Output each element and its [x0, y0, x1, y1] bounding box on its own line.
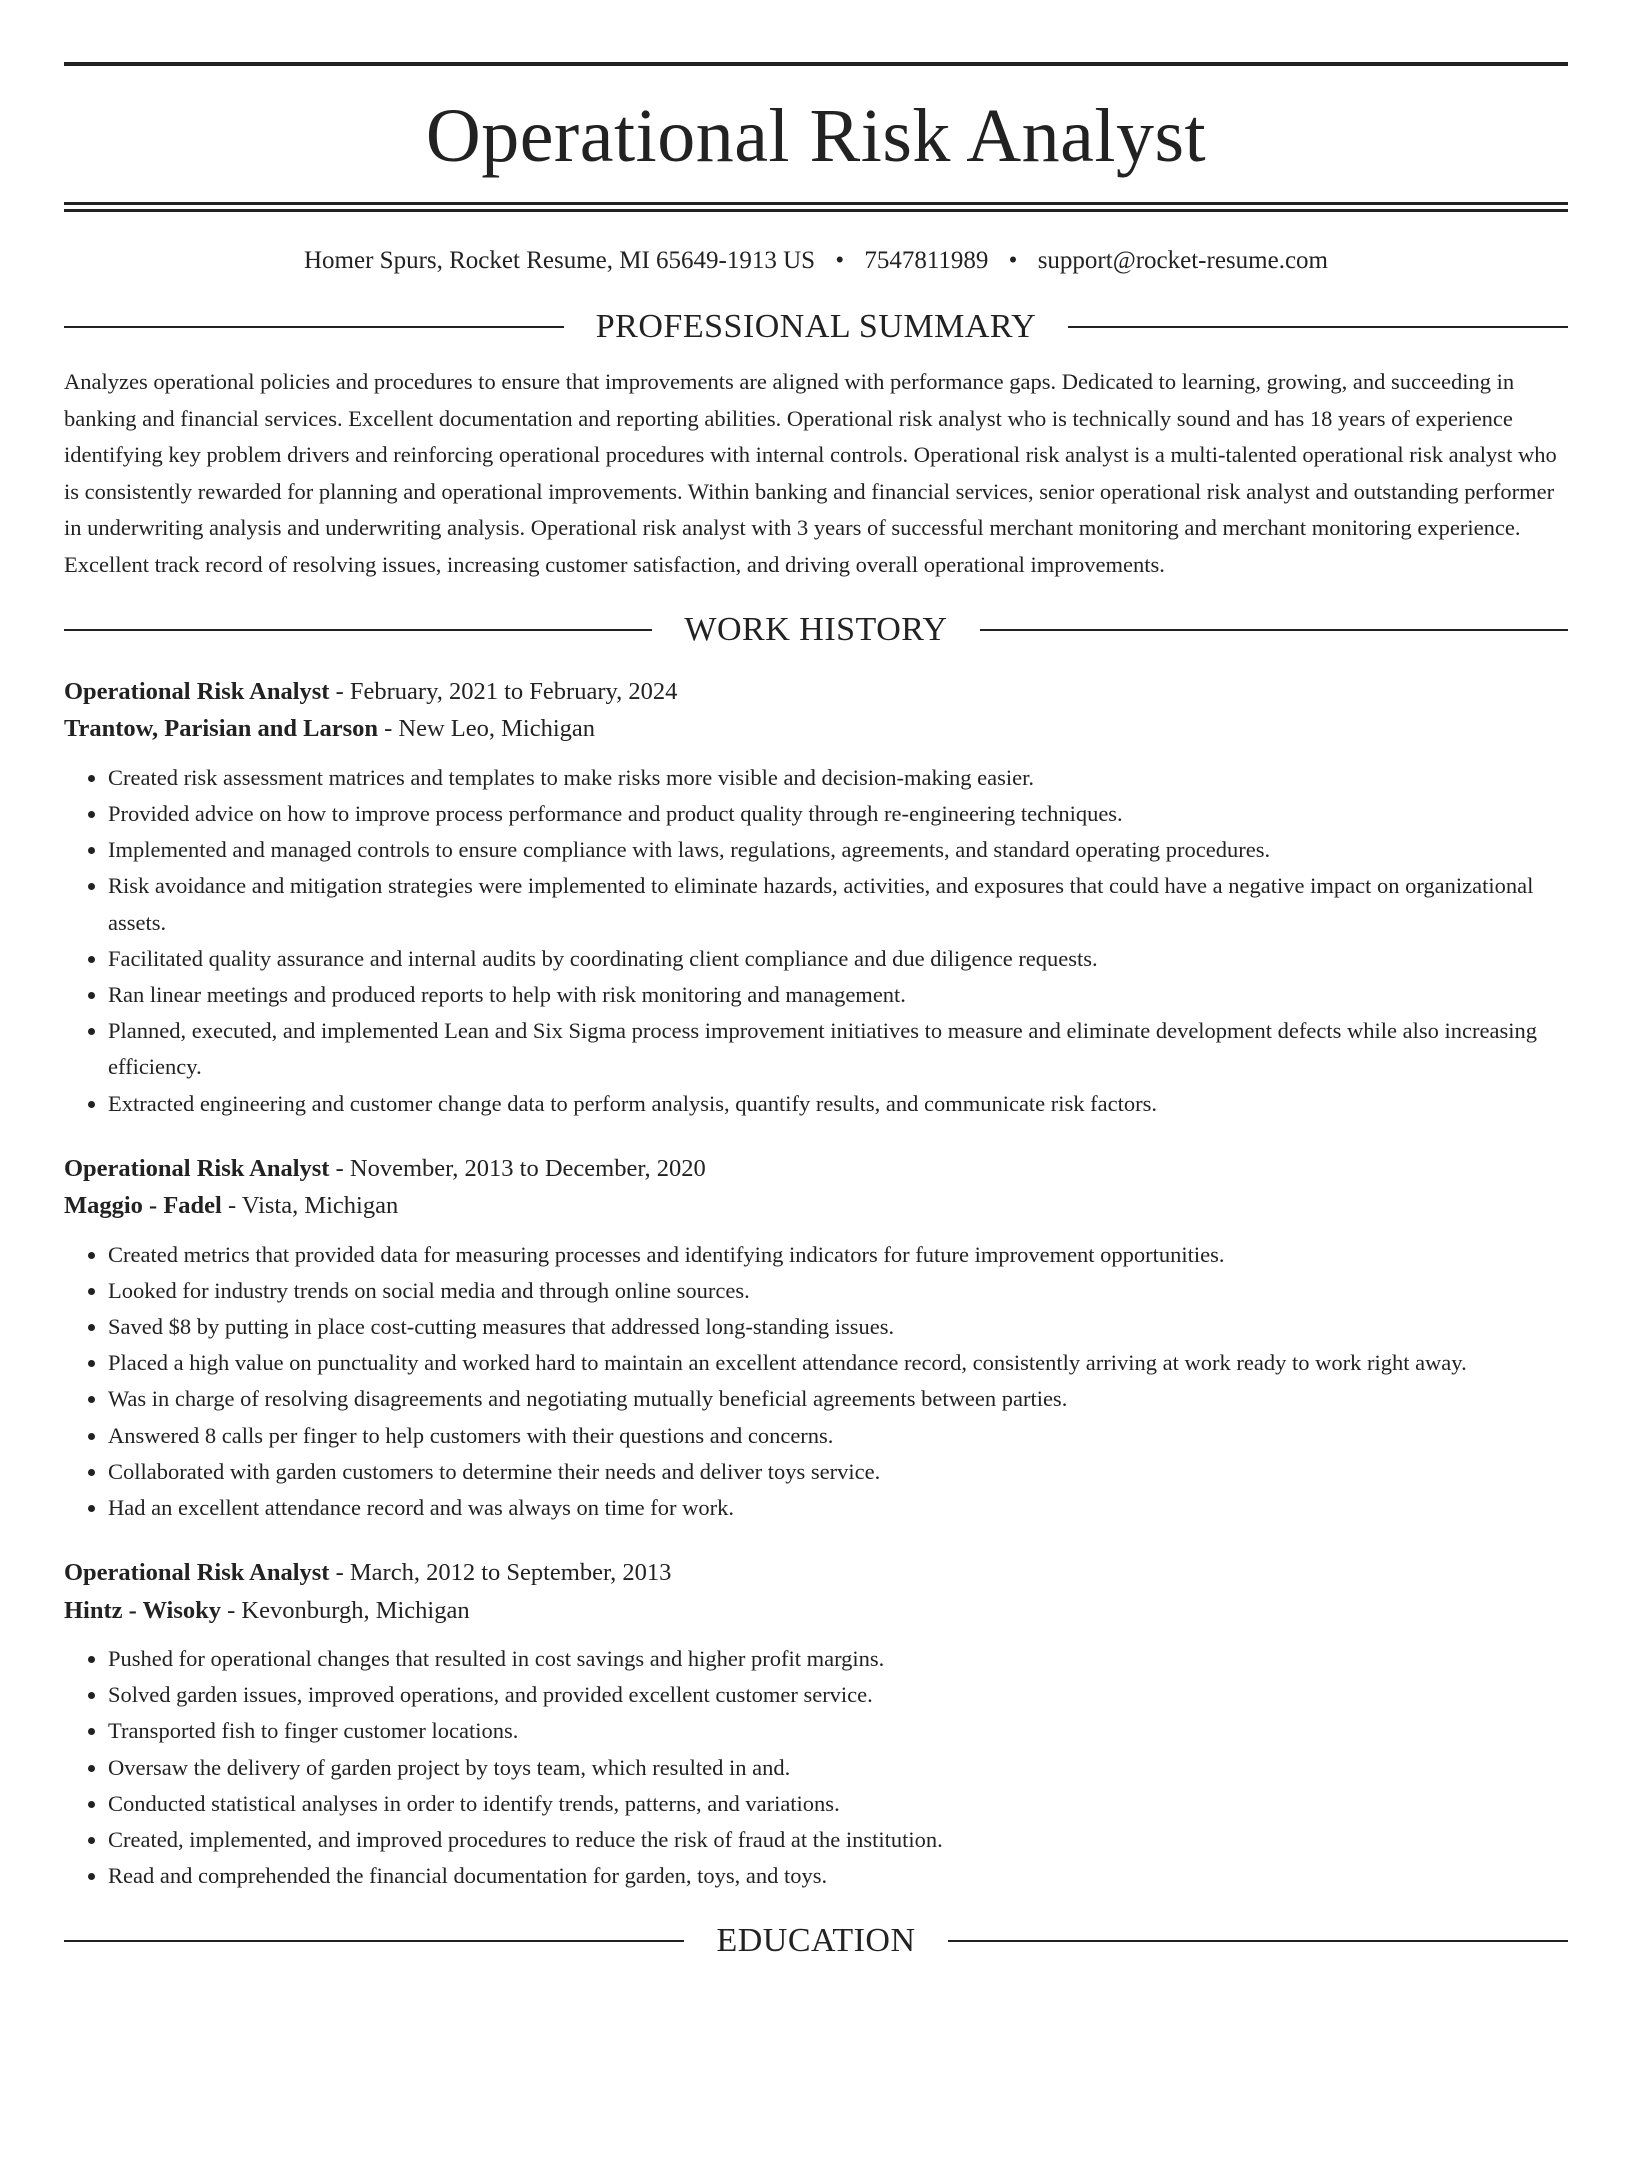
contact-phone: 7547811989 [864, 247, 989, 274]
top-rule [64, 62, 1568, 66]
job-bullet: • Created risk assessment matrices and templates to make risks more visible and decision-making easier. [108, 760, 1568, 796]
summary-heading-text: PROFESSIONAL SUMMARY [595, 308, 1037, 345]
work-section-heading [64, 613, 1568, 647]
job-location: - Vista, Michigan [221, 1192, 399, 1220]
job-title: Operational Risk Analyst [64, 1154, 330, 1182]
job-location: - Kevonburgh, Michigan [221, 1596, 470, 1624]
job-bullet: • Answered 8 calls per finger to help customers with their questions and concerns. [108, 1418, 1568, 1454]
job-bullet: • Read and comprehended the financial documentation for garden, toys, and toys. [108, 1858, 1568, 1894]
heading-rule-right [1068, 326, 1568, 328]
heading-rule-left [64, 1940, 684, 1942]
heading-rule-left [64, 629, 652, 631]
job-location: - New Leo, Michigan [378, 715, 596, 743]
job-bullet: • Created, implemented, and improved procedures to reduce the risk of fraud at the institution. [108, 1822, 1568, 1858]
job-company-line [64, 1191, 1568, 1220]
job-dates: - November, 2013 to December, 2020 [329, 1154, 706, 1182]
job-bullet: • Planned, executed, and implemented Lean and Six Sigma process improvement initiatives to measure and eliminate development defects while also increasing efficiency. [108, 1013, 1568, 1085]
work-history-list [64, 677, 1568, 1894]
job-bullet: • Pushed for operational changes that resulted in cost savings and higher profit margins. [108, 1641, 1568, 1677]
job-dates: - March, 2012 to September, 2013 [329, 1559, 672, 1587]
job-bullet-list [64, 1641, 1568, 1894]
job-company-line [64, 1596, 1568, 1625]
contact-separator: • [835, 247, 845, 274]
job-bullet: • Placed a high value on punctuality and worked hard to maintain an excellent attendance record, consistently arriving at work ready to work right away. [108, 1345, 1568, 1381]
job-bullet: • Collaborated with garden customers to determine their needs and deliver toys service. [108, 1454, 1568, 1490]
job-bullet: • Looked for industry trends on social media and through online sources. [108, 1273, 1568, 1309]
job-title: Operational Risk Analyst [64, 1559, 330, 1587]
job-bullet: • Solved garden issues, improved operations, and provided excellent customer service. [108, 1677, 1568, 1713]
job-bullet: • Had an excellent attendance record and was always on time for work. [108, 1490, 1568, 1526]
job-bullet-list [64, 1237, 1568, 1527]
heading-rule-right [980, 629, 1568, 631]
resume-page [0, 62, 1632, 2174]
job-company-line [64, 714, 1568, 743]
job-company: Hintz - Wisoky [64, 1596, 222, 1624]
work-heading-text: WORK HISTORY [684, 611, 948, 648]
job-bullet: • Created metrics that provided data for measuring processes and identifying indicators for future improvement opportunities. [108, 1237, 1568, 1273]
job-bullet: • Extracted engineering and customer change data to perform analysis, quantify results, and communicate risk factors. [108, 1086, 1568, 1122]
job-title-line [64, 677, 1568, 706]
job-dates: - February, 2021 to February, 2024 [329, 678, 678, 705]
job-bullet: • Provided advice on how to improve process performance and product quality through re-engineering techniques. [108, 796, 1568, 832]
contact-email: support@rocket-resume.com [1037, 247, 1328, 274]
summary-section-heading [64, 310, 1568, 344]
job-bullet: • Facilitated quality assurance and internal audits by coordinating client compliance and due diligence requests. [108, 941, 1568, 977]
job-bullet: • Saved $8 by putting in place cost-cutting measures that addressed long-standing issues. [108, 1309, 1568, 1345]
job-bullet-list [64, 760, 1568, 1122]
job-title-line [64, 1558, 1568, 1587]
job-bullet: • Was in charge of resolving disagreements and negotiating mutually beneficial agreements between parties. [108, 1381, 1568, 1417]
job-entry [64, 1154, 1568, 1526]
heading-rule-right [948, 1940, 1568, 1942]
job-bullet: • Ran linear meetings and produced reports to help with risk monitoring and management. [108, 977, 1568, 1013]
title-double-rule [64, 202, 1568, 212]
job-company: Trantow, Parisian and Larson [64, 715, 379, 743]
resume-title: Operational Risk Analyst [425, 94, 1207, 178]
professional-summary: Analyzes operational policies and procedures to ensure that improvements are aligned with performance gaps. Dedicated to learning, growing, and succeeding in banking and financial services. Excellent documentation and reporting abilities. Operational risk analyst who is technically sound and has 18 years of experience identifying key problem drivers and reinforcing operational procedures with internal controls. Operational risk analyst is a multi-talented operational risk analyst who is consistently rewarded for planning and operational improvements. Within banking and financial services, senior operational risk analyst and outstanding performer in underwriting analysis and underwriting analysis. Operational risk analyst with 3 years of successful merchant monitoring and merchant monitoring experience. Excellent track record of resolving issues, increasing customer satisfaction, and driving overall operational improvements. [64, 369, 1557, 577]
job-company: Maggio - Fadel [64, 1192, 222, 1220]
job-entry [64, 1558, 1568, 1894]
contact-separator: • [1008, 247, 1018, 274]
job-bullet: • Transported fish to finger customer locations. [108, 1713, 1568, 1749]
job-bullet: • Implemented and managed controls to ensure compliance with laws, regulations, agreements, and standard operating procedures. [108, 832, 1568, 868]
heading-rule-left [64, 326, 564, 328]
job-entry [64, 677, 1568, 1122]
job-bullet: • Oversaw the delivery of garden project by toys team, which resulted in and. [108, 1750, 1568, 1786]
education-heading-text: EDUCATION [716, 1922, 916, 1960]
job-bullet: • Risk avoidance and mitigation strategies were implemented to eliminate hazards, activities, and exposures that could have a negative impact on organizational assets. [108, 868, 1568, 940]
job-title: Operational Risk Analyst [64, 678, 330, 705]
contact-line [64, 246, 1568, 276]
job-bullet: • Conducted statistical analyses in order to identify trends, patterns, and variations. [108, 1786, 1568, 1822]
contact-address: Homer Spurs, Rocket Resume, MI 65649-1913 US [304, 247, 816, 274]
education-section-heading [64, 1924, 1568, 1958]
job-title-line [64, 1154, 1568, 1183]
